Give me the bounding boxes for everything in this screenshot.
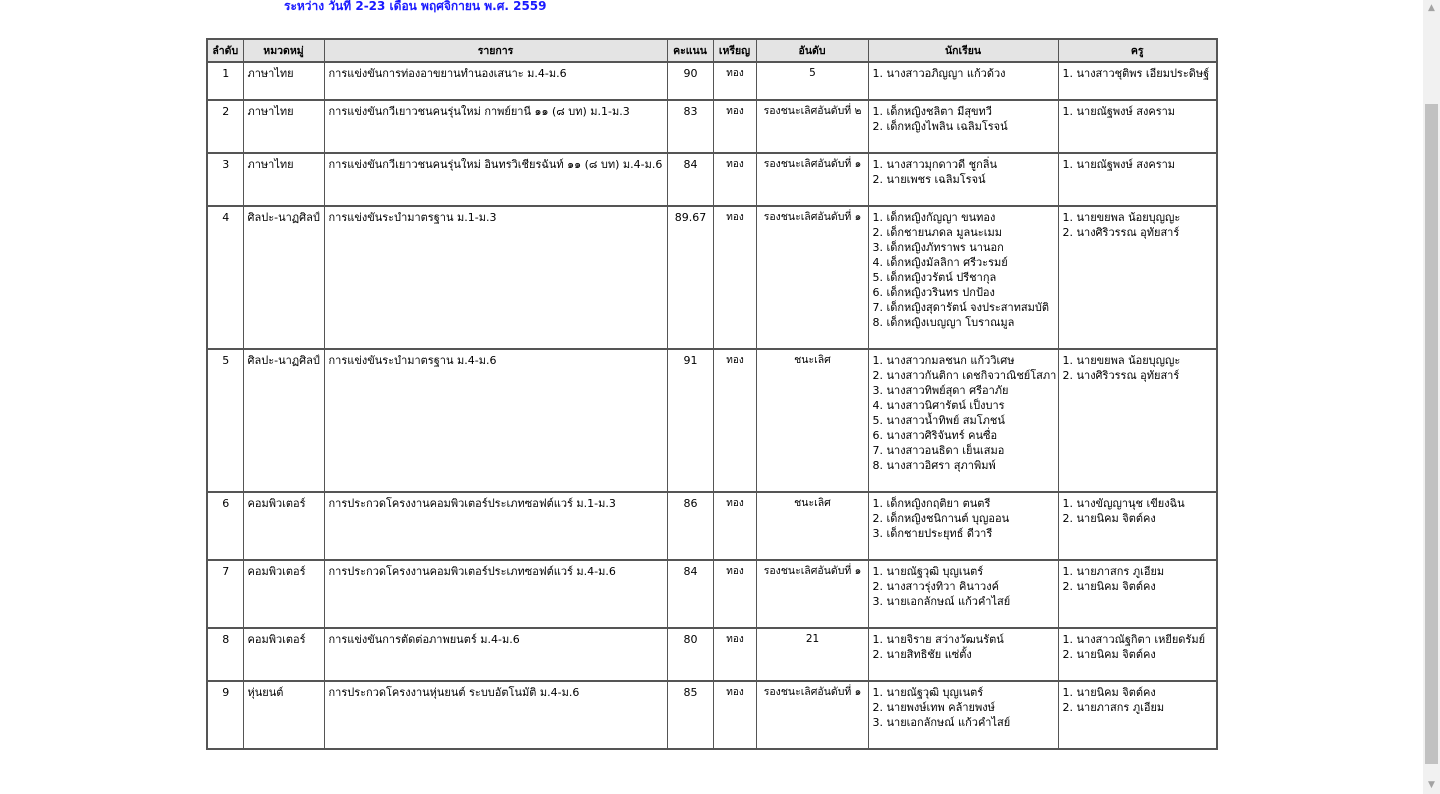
row-students [868,681,1058,749]
student-name: 4. เด็กหญิงมัลลิกา ศรีวะรมย์ [872,256,1008,269]
row-medal: ทอง [713,100,756,153]
table-row [207,492,1217,560]
student-name: 3. เด็กชายประยุทธ์ ดีวารี [872,527,993,540]
teacher-name: 2. นายนิคม จิตต์คง [1062,512,1156,525]
table-row [207,349,1217,492]
header-students: นักเรียน [868,39,1058,62]
student-name: 2. เด็กชายนภดล มูลนะเมม [872,226,1002,239]
row-item: การประกวดโครงงานหุ่นยนต์ ระบบอัตโนมัติ ม.4-ม.6 [324,681,667,749]
row-item: การประกวดโครงงานคอมพิวเตอร์ประเภทซอฟต์แวร์ ม.1-ม.3 [324,492,667,560]
row-students [868,62,1058,100]
row-teachers [1058,681,1217,749]
page-heading: ระหว่าง วันที่ 2-23 เดือน พฤศจิกายน พ.ศ. 2559 [284,0,547,13]
row-number: 6 [207,492,243,560]
student-name: 2. เด็กหญิงไพลิน เฉลิมโรจน์ [872,120,1008,133]
row-rank: รองชนะเลิศอันดับที่ ๑ [756,560,868,628]
table-row [207,153,1217,206]
row-number: 9 [207,681,243,749]
table-row [207,62,1217,100]
scroll-up-arrow-icon[interactable]: ▲ [1428,3,1435,13]
row-rank: 5 [756,62,868,100]
row-number: 4 [207,206,243,349]
row-medal: ทอง [713,628,756,681]
row-rank: 21 [756,628,868,681]
row-students [868,100,1058,153]
row-category: ภาษาไทย [243,153,324,206]
vertical-scrollbar[interactable] [1423,0,1440,794]
header-item: รายการ [324,39,667,62]
teacher-name: 1. นายณัฐพงษ์ สงคราม [1062,158,1176,171]
teacher-name: 2. นางศิริวรรณ อุทัยสาร์ [1062,369,1180,382]
row-score: 89.67 [667,206,713,349]
row-teachers [1058,560,1217,628]
header-score: คะแนน [667,39,713,62]
row-score: 80 [667,628,713,681]
row-medal: ทอง [713,206,756,349]
row-medal: ทอง [713,349,756,492]
student-name: 2. เด็กหญิงชนิกานต์ บุญออน [872,512,1010,525]
student-name: 8. นางสาวอิศรา สุภาพิมพ์ [872,459,996,472]
row-score: 90 [667,62,713,100]
student-name: 2. นางสาวกันติกา เดชกิจวาณิชย์โสภา [872,369,1057,382]
row-score: 84 [667,560,713,628]
row-category: คอมพิวเตอร์ [243,560,324,628]
row-rank: ชนะเลิศ [756,492,868,560]
row-category: ภาษาไทย [243,62,324,100]
row-number: 1 [207,62,243,100]
student-name: 6. นางสาวศิริจันทร์ คนซื่อ [872,429,998,442]
row-number: 3 [207,153,243,206]
row-item: การแข่งขันระบำมาตรฐาน ม.1-ม.3 [324,206,667,349]
teacher-name: 1. นายภาสกร ภูเอียม [1062,565,1165,578]
teacher-name: 2. นายนิคม จิตต์คง [1062,580,1156,593]
row-category: คอมพิวเตอร์ [243,628,324,681]
row-students [868,628,1058,681]
row-item: การแข่งขันการท่องอาขยานทำนองเสนาะ ม.4-ม.6 [324,62,667,100]
student-name: 2. นายพงษ์เทพ คล้ายพงษ์ [872,701,995,714]
row-students [868,349,1058,492]
table-header [207,39,1217,62]
row-category: ศิลปะ-นาฏศิลป์ [243,349,324,492]
row-teachers [1058,62,1217,100]
row-rank: รองชนะเลิศอันดับที่ ๒ [756,100,868,153]
teacher-name: 1. นางสาวณัฐกิตา เหยียดรัมย์ [1062,633,1206,646]
student-name: 2. นายสิทธิชัย แซ่ตั้ง [872,648,972,661]
student-name: 7. เด็กหญิงสุดารัตน์ จงประสาทสมบัติ [872,301,1049,314]
table-row [207,681,1217,749]
row-item: การแข่งขันการตัดต่อภาพยนตร์ ม.4-ม.6 [324,628,667,681]
row-medal: ทอง [713,153,756,206]
scroll-down-arrow-icon[interactable]: ▼ [1428,780,1435,790]
row-rank: ชนะเลิศ [756,349,868,492]
table-body [207,62,1217,749]
row-score: 83 [667,100,713,153]
row-number: 8 [207,628,243,681]
student-name: 1. เด็กหญิงชลิตา มีสุขทวี [872,105,992,118]
row-category: หุ่นยนต์ [243,681,324,749]
row-category: ศิลปะ-นาฏศิลป์ [243,206,324,349]
row-score: 86 [667,492,713,560]
row-number: 7 [207,560,243,628]
student-name: 1. เด็กหญิงกฤติยา ตนตรี [872,497,991,510]
teacher-name: 2. นางศิริวรรณ อุทัยสาร์ [1062,226,1180,239]
teacher-name: 1. นายณัฐพงษ์ สงคราม [1062,105,1176,118]
table-row [207,206,1217,349]
teacher-name: 1. นายขยพล น้อยบุญญะ [1062,354,1181,367]
teacher-name: 1. นายนิคม จิตต์คง [1062,686,1156,699]
row-students [868,153,1058,206]
student-name: 3. เด็กหญิงภัทราพร นานอก [872,241,1004,254]
row-score: 84 [667,153,713,206]
header-teachers: ครู [1058,39,1217,62]
row-number: 5 [207,349,243,492]
student-name: 1. นางสาวอภิญญา แก้วด้วง [872,67,1006,80]
row-teachers [1058,492,1217,560]
teacher-name: 2. นายภาสกร ภูเอียม [1062,701,1165,714]
row-item: การประกวดโครงงานคอมพิวเตอร์ประเภทซอฟต์แวร์ ม.4-ม.6 [324,560,667,628]
row-teachers [1058,349,1217,492]
table-row [207,100,1217,153]
teacher-name: 2. นายนิคม จิตต์คง [1062,648,1156,661]
student-name: 1. นายณัฐวุฒิ บุญเนตร์ [872,565,984,578]
row-teachers [1058,153,1217,206]
teacher-name: 1. นางสาวชุติพร เอียมประดิษฐ์ [1062,67,1210,80]
header-category: หมวดหมู่ [243,39,324,62]
row-medal: ทอง [713,492,756,560]
student-name: 6. เด็กหญิงวรินทร ปกป้อง [872,286,995,299]
results-table [206,38,1218,750]
student-name: 8. เด็กหญิงเบญญา โบราณมูล [872,316,1015,329]
row-item: การแข่งขันกวีเยาวชนคนรุ่นใหม่ กาพย์ยานี ๑๑ (๘ บท) ม.1-ม.3 [324,100,667,153]
teacher-name: 1. นางขัญญานุช เขียงฉิน [1062,497,1185,510]
row-score: 85 [667,681,713,749]
student-name: 2. นางสาวรุ่งทิวา คินาวงค์ [872,580,999,593]
row-teachers [1058,100,1217,153]
student-name: 7. นางสาวอนธิดา เย็นเสมอ [872,444,1005,457]
student-name: 1. นายจิราย สว่างวัฒนรัตน์ [872,633,1004,646]
row-students [868,560,1058,628]
student-name: 3. นายเอกลักษณ์ แก้วคำไสย์ [872,716,1011,729]
student-name: 5. นางสาวน้ำทิพย์ สมโภชน์ [872,414,1005,427]
row-category: คอมพิวเตอร์ [243,492,324,560]
header-medal: เหรียญ [713,39,756,62]
row-score: 91 [667,349,713,492]
row-medal: ทอง [713,560,756,628]
teacher-name: 1. นายขยพล น้อยบุญญะ [1062,211,1181,224]
student-name: 1. นางสาวมุกดาวดี ชูกลิ่น [872,158,998,171]
row-item: การแข่งขันระบำมาตรฐาน ม.4-ม.6 [324,349,667,492]
student-name: 3. นางสาวทิพย์สุดา ศรีอาภัย [872,384,1009,397]
row-medal: ทอง [713,681,756,749]
row-medal: ทอง [713,62,756,100]
student-name: 5. เด็กหญิงวรัตน์ ปรีชากุล [872,271,997,284]
row-category: ภาษาไทย [243,100,324,153]
student-name: 3. นายเอกลักษณ์ แก้วคำไสย์ [872,595,1011,608]
student-name: 4. นางสาวนิศารัตน์ เป็งบาร [872,399,1005,412]
row-teachers [1058,628,1217,681]
row-item: การแข่งขันกวีเยาวชนคนรุ่นใหม่ อินทรวิเชียรฉันท์ ๑๑ (๘ บท) ม.4-ม.6 [324,153,667,206]
student-name: 1. นายณัฐวุฒิ บุญเนตร์ [872,686,984,699]
row-number: 2 [207,100,243,153]
row-rank: รองชนะเลิศอันดับที่ ๑ [756,681,868,749]
student-name: 1. นางสาวกมลชนก แก้ววิเศษ [872,354,1015,367]
row-students [868,492,1058,560]
header-no: ลำดับ [207,39,243,62]
row-rank: รองชนะเลิศอันดับที่ ๑ [756,153,868,206]
student-name: 1. เด็กหญิงกัญญา ขนทอง [872,211,996,224]
row-students [868,206,1058,349]
student-name: 2. นายเพชร เฉลิมโรจน์ [872,173,986,186]
row-rank: รองชนะเลิศอันดับที่ ๑ [756,206,868,349]
header-row [207,39,1217,62]
table-row [207,628,1217,681]
table-row [207,560,1217,628]
scroll-thumb[interactable] [1425,104,1438,764]
header-rank: อันดับ [756,39,868,62]
row-teachers [1058,206,1217,349]
